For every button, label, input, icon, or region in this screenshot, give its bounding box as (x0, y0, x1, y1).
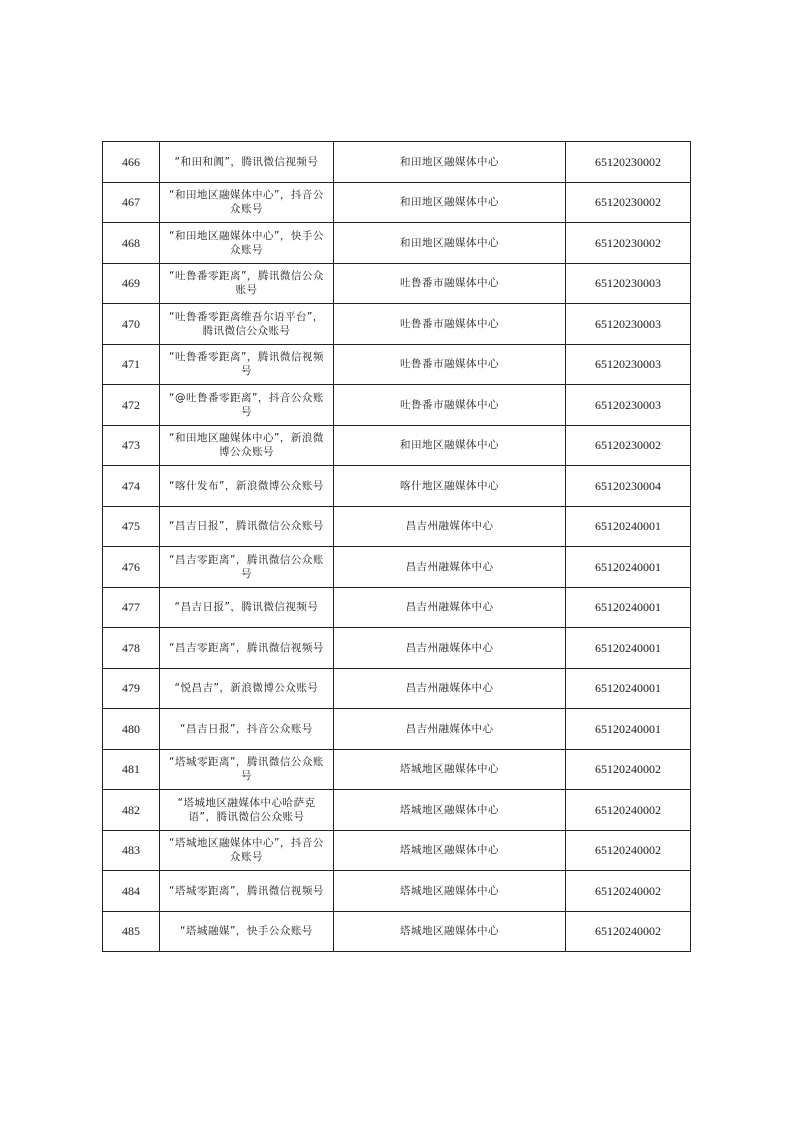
account-name: “昌吉零距离”，腾讯微信视频号 (160, 628, 334, 669)
registration-code: 65120240001 (566, 547, 691, 588)
table-row (103, 142, 691, 183)
row-number: 469 (103, 263, 160, 304)
organization-name: 昌吉州融媒体中心 (334, 628, 566, 669)
account-name: “和田地区融媒体中心”，新浪微博公众账号 (160, 425, 334, 466)
registration-code: 65120240001 (566, 668, 691, 709)
account-name: “悦昌吉”，新浪微博公众账号 (160, 668, 334, 709)
account-name: “@吐鲁番零距离”，抖音公众账号 (160, 385, 334, 426)
account-name: “吐鲁番零距离维吾尔语平台”，腾讯微信公众账号 (160, 304, 334, 345)
registration-code: 65120240001 (566, 628, 691, 669)
organization-name: 昌吉州融媒体中心 (334, 547, 566, 588)
table-row (103, 911, 691, 952)
account-name: “和田地区融媒体中心”，快手公众账号 (160, 223, 334, 264)
row-number: 481 (103, 749, 160, 790)
row-number: 480 (103, 709, 160, 750)
row-number: 473 (103, 425, 160, 466)
table-body (103, 142, 691, 952)
registry-table (102, 141, 691, 952)
organization-name: 吐鲁番市融媒体中心 (334, 304, 566, 345)
row-number: 477 (103, 587, 160, 628)
table-row (103, 182, 691, 223)
organization-name: 塔城地区融媒体中心 (334, 830, 566, 871)
account-name: “塔城零距离”，腾讯微信公众账号 (160, 749, 334, 790)
row-number: 479 (103, 668, 160, 709)
account-name: “和田和阗”，腾讯微信视频号 (160, 142, 334, 183)
row-number: 485 (103, 911, 160, 952)
account-name: “昌吉日报”，抖音公众账号 (160, 709, 334, 750)
account-name: “昌吉零距离”，腾讯微信公众账号 (160, 547, 334, 588)
account-name: “昌吉日报”，腾讯微信公众账号 (160, 506, 334, 547)
registration-code: 65120230003 (566, 263, 691, 304)
row-number: 471 (103, 344, 160, 385)
table-row (103, 628, 691, 669)
row-number: 466 (103, 142, 160, 183)
row-number: 474 (103, 466, 160, 507)
organization-name: 昌吉州融媒体中心 (334, 668, 566, 709)
row-number: 475 (103, 506, 160, 547)
row-number: 483 (103, 830, 160, 871)
row-number: 472 (103, 385, 160, 426)
registration-code: 65120230002 (566, 182, 691, 223)
organization-name: 和田地区融媒体中心 (334, 182, 566, 223)
account-name: “塔城地区融媒体中心哈萨克语”，腾讯微信公众账号 (160, 790, 334, 831)
account-name: “吐鲁番零距离”，腾讯微信视频号 (160, 344, 334, 385)
table-row (103, 749, 691, 790)
registration-code: 65120230002 (566, 223, 691, 264)
account-name: “塔城零距离”，腾讯微信视频号 (160, 871, 334, 912)
organization-name: 塔城地区融媒体中心 (334, 911, 566, 952)
registration-code: 65120240001 (566, 709, 691, 750)
account-name: “和田地区融媒体中心”，抖音公众账号 (160, 182, 334, 223)
registration-code: 65120240001 (566, 506, 691, 547)
organization-name: 塔城地区融媒体中心 (334, 871, 566, 912)
registration-code: 65120240002 (566, 911, 691, 952)
account-name: “塔城地区融媒体中心”，抖音公众账号 (160, 830, 334, 871)
organization-name: 和田地区融媒体中心 (334, 142, 566, 183)
registration-code: 65120230002 (566, 425, 691, 466)
organization-name: 和田地区融媒体中心 (334, 425, 566, 466)
table-row (103, 344, 691, 385)
table-row (103, 466, 691, 507)
organization-name: 昌吉州融媒体中心 (334, 506, 566, 547)
registration-code: 65120230003 (566, 344, 691, 385)
table-row (103, 385, 691, 426)
registration-code: 65120230003 (566, 385, 691, 426)
registration-code: 65120230002 (566, 142, 691, 183)
organization-name: 塔城地区融媒体中心 (334, 790, 566, 831)
organization-name: 喀什地区融媒体中心 (334, 466, 566, 507)
table-row (103, 587, 691, 628)
table-row (103, 223, 691, 264)
registration-code: 65120240002 (566, 830, 691, 871)
row-number: 484 (103, 871, 160, 912)
organization-name: 吐鲁番市融媒体中心 (334, 263, 566, 304)
registration-code: 65120230004 (566, 466, 691, 507)
registration-code: 65120230003 (566, 304, 691, 345)
table-row (103, 506, 691, 547)
account-name: “吐鲁番零距离”，腾讯微信公众账号 (160, 263, 334, 304)
row-number: 468 (103, 223, 160, 264)
table-row (103, 709, 691, 750)
registration-code: 65120240002 (566, 871, 691, 912)
row-number: 482 (103, 790, 160, 831)
organization-name: 塔城地区融媒体中心 (334, 749, 566, 790)
account-name: “喀什发布”，新浪微博公众账号 (160, 466, 334, 507)
registration-code: 65120240002 (566, 790, 691, 831)
organization-name: 吐鲁番市融媒体中心 (334, 385, 566, 426)
row-number: 467 (103, 182, 160, 223)
organization-name: 和田地区融媒体中心 (334, 223, 566, 264)
table-row (103, 668, 691, 709)
account-name: “塔城融媒”，快手公众账号 (160, 911, 334, 952)
registration-code: 65120240001 (566, 587, 691, 628)
registration-code: 65120240002 (566, 749, 691, 790)
table-row (103, 547, 691, 588)
table-row (103, 425, 691, 466)
table-row (103, 830, 691, 871)
row-number: 476 (103, 547, 160, 588)
table-row (103, 263, 691, 304)
account-name: “昌吉日报”，腾讯微信视频号 (160, 587, 334, 628)
table-row (103, 790, 691, 831)
organization-name: 昌吉州融媒体中心 (334, 709, 566, 750)
table-row (103, 304, 691, 345)
row-number: 478 (103, 628, 160, 669)
organization-name: 昌吉州融媒体中心 (334, 587, 566, 628)
organization-name: 吐鲁番市融媒体中心 (334, 344, 566, 385)
table-row (103, 871, 691, 912)
row-number: 470 (103, 304, 160, 345)
